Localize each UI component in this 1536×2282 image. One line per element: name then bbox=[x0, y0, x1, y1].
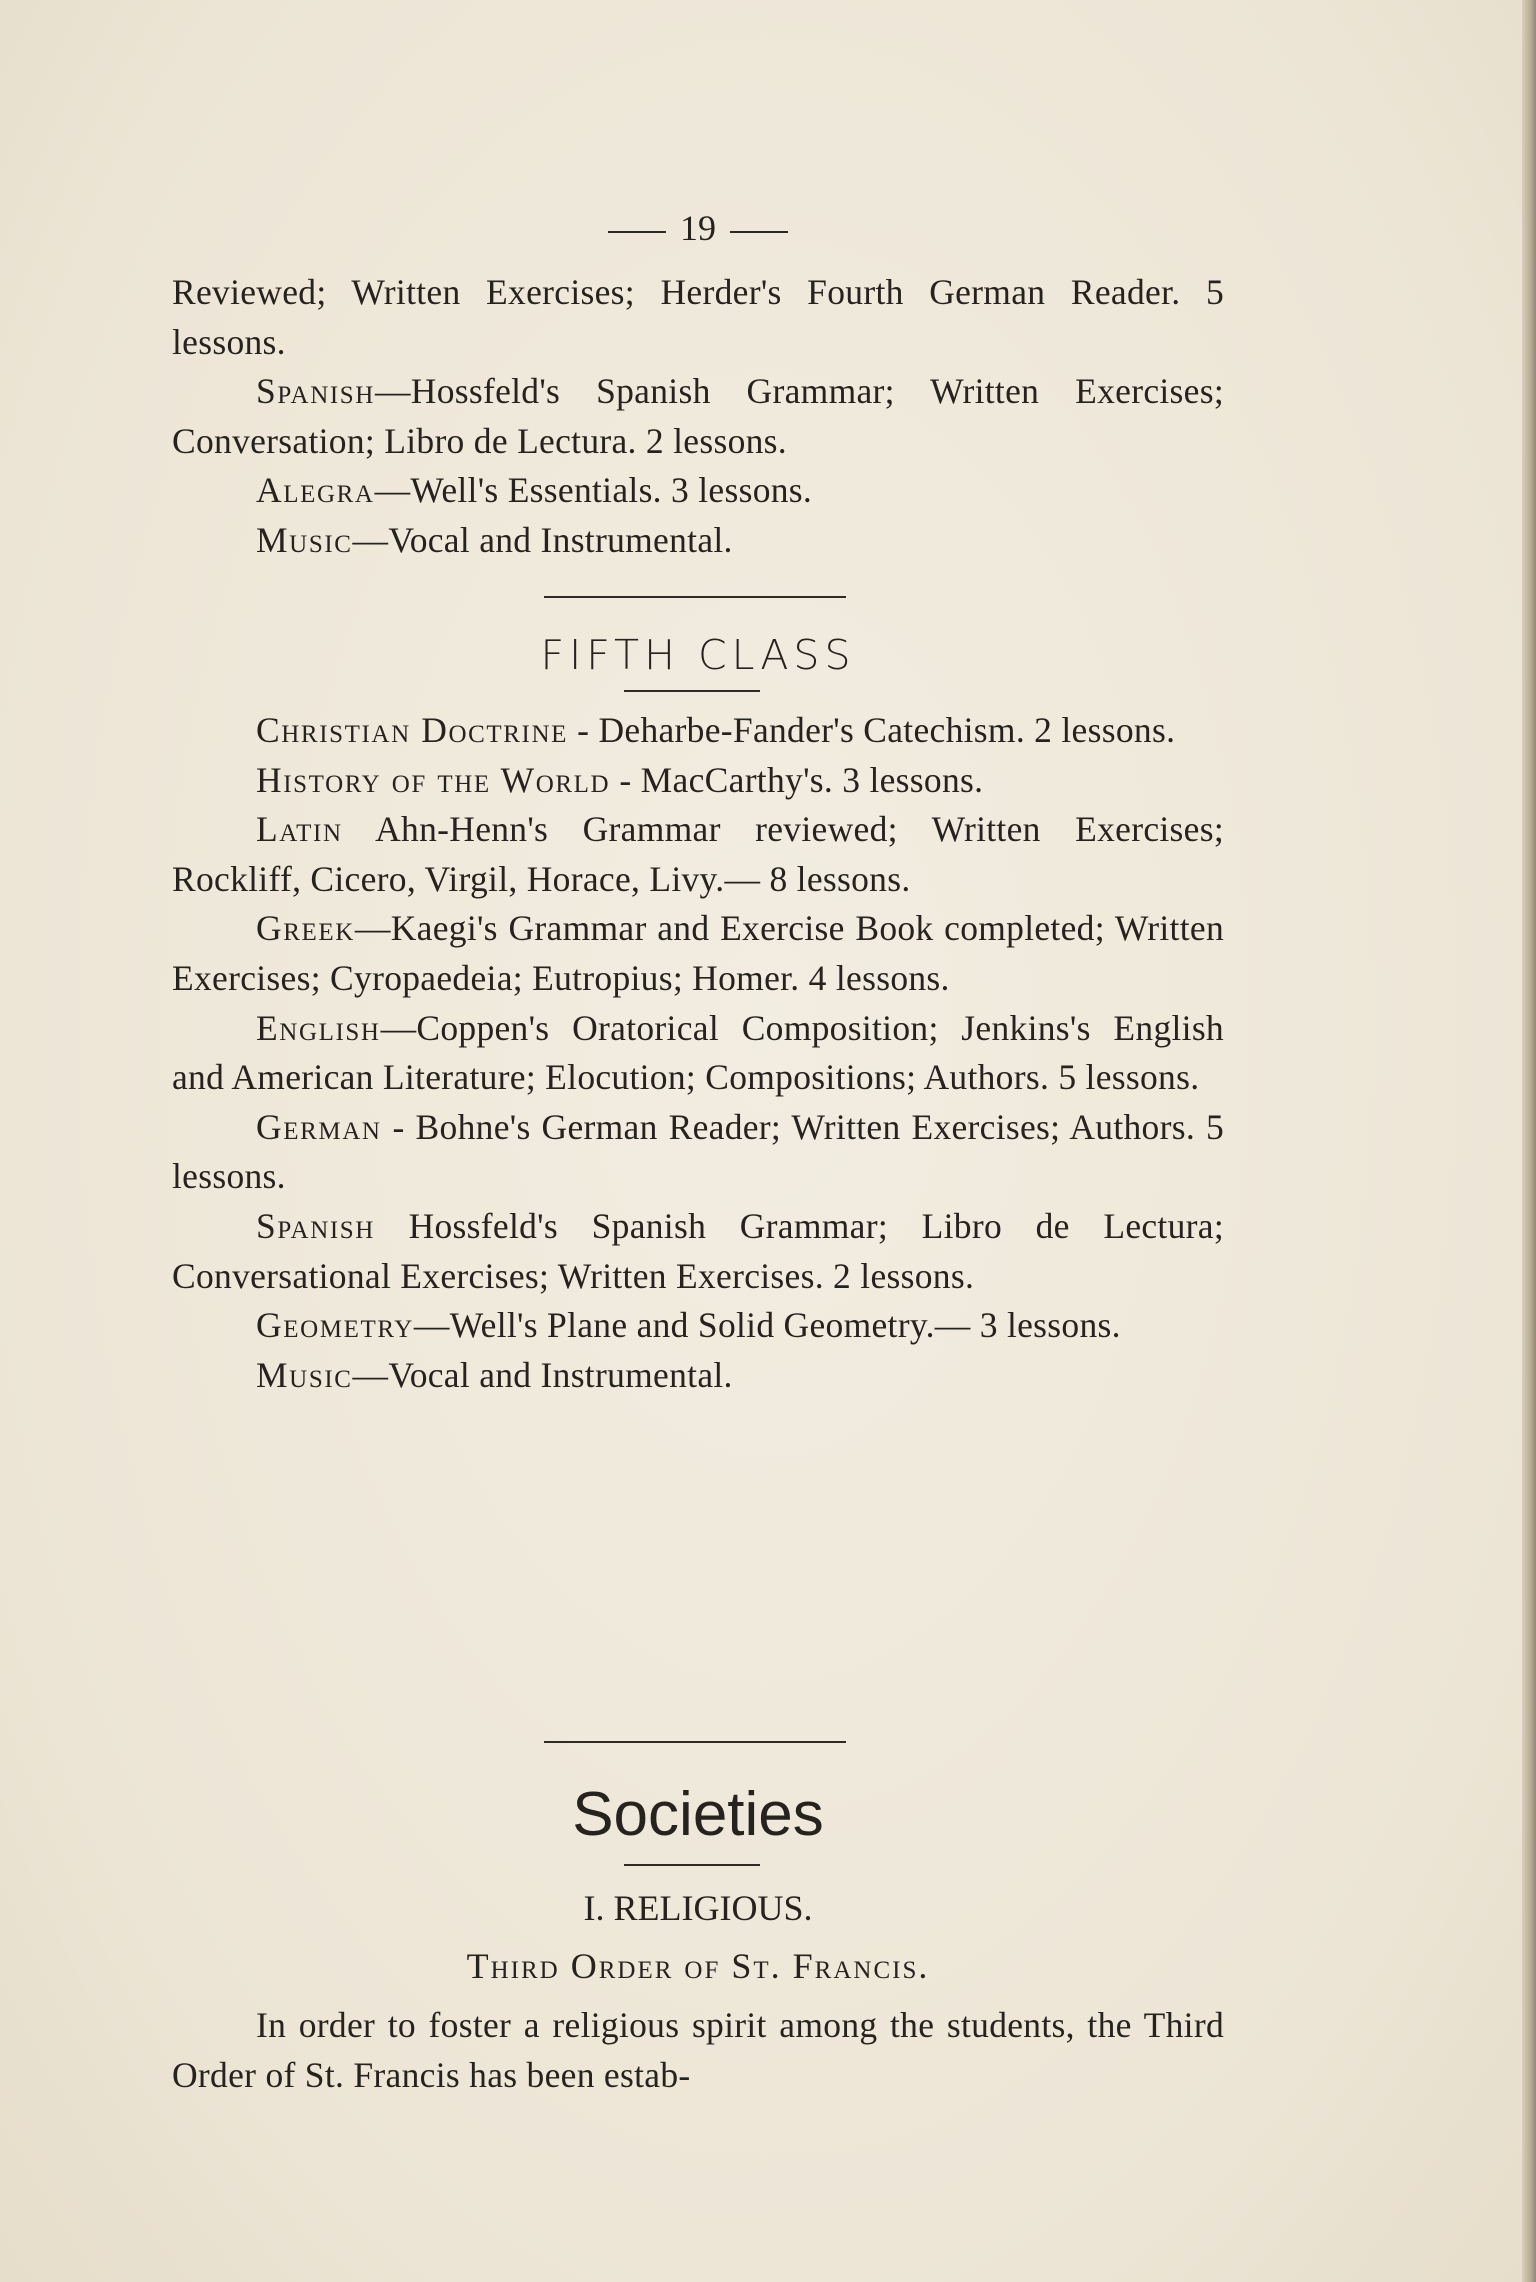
entry-label: Christian Doctrine bbox=[256, 710, 568, 750]
spanish-text: —Hossfeld's Spanish Grammar; Written Exercises; Conversation; Libro de Lectura. 2 lessons. bbox=[172, 371, 1224, 461]
societies-intro: In order to foster a religious spirit among the students, the Third Order of St. Francis has been estab- bbox=[172, 2005, 1224, 2095]
fifth-class-underline bbox=[624, 690, 760, 692]
page-number bbox=[172, 206, 1224, 250]
societies-underline bbox=[624, 1864, 760, 1866]
spanish-label: Spanish bbox=[256, 371, 375, 412]
fifth-class-heading: FIFTH CLASS bbox=[540, 631, 856, 679]
music-entry bbox=[172, 1351, 1224, 1401]
entry-label: German bbox=[256, 1106, 382, 1147]
entry-text: Ahn-Henn's Grammar reviewed; Written Exercises; Rockliff, Cicero, Virgil, Horace, Livy.— 8 lessons. bbox=[172, 809, 1224, 899]
geometry-entry bbox=[172, 1301, 1224, 1351]
greek-entry bbox=[172, 904, 1224, 1003]
entry-label: Music bbox=[256, 1354, 353, 1395]
music-entry bbox=[172, 516, 1224, 566]
fourth-class-continuation bbox=[172, 268, 1224, 566]
history-entry bbox=[172, 756, 1224, 806]
entry-label: English bbox=[256, 1007, 381, 1048]
entry-text: - Deharbe-Fander's Catechism. 2 lessons. bbox=[567, 710, 1176, 750]
spanish-entry bbox=[172, 367, 1224, 466]
entry-text: —Well's Plane and Solid Geometry.— 3 lessons. bbox=[413, 1305, 1121, 1346]
societies-intro-block bbox=[172, 2001, 1224, 2100]
algebra-entry bbox=[172, 466, 1224, 516]
religious-subheading: I. RELIGIOUS. bbox=[583, 1888, 813, 1928]
spanish-entry bbox=[172, 1202, 1224, 1301]
folio-dash-right bbox=[730, 231, 788, 233]
entry-label: Spanish bbox=[256, 1205, 375, 1246]
latin-entry bbox=[172, 805, 1224, 904]
folio-dash-left bbox=[608, 231, 666, 233]
third-order-title: Third Order of St. Francis. bbox=[466, 1946, 930, 1986]
societies-heading: Societies bbox=[572, 1780, 824, 1849]
entry-text: - Bohne's German Reader; Written Exercises; Authors. 5 lessons. bbox=[172, 1106, 1224, 1197]
entry-text: —Kaegi's Grammar and Exercise Book completed; Written Exercises; Cyropaedeia; Eutropius; Homer. 4 lessons. bbox=[172, 908, 1224, 998]
entry-text: —Coppen's Oratorical Composition; Jenkins's English and American Literature; Elocution; Compositions; Authors. 5 lessons. bbox=[172, 1007, 1224, 1098]
section-divider-1 bbox=[544, 596, 846, 598]
entry-text: Hossfeld's Spanish Grammar; Libro de Lectura; Conversational Exercises; Written Exercises. 2 lessons. bbox=[172, 1205, 1224, 1296]
entry-text: - MacCarthy's. 3 lessons. bbox=[610, 759, 984, 800]
music-text: —Vocal and Instrumental. bbox=[352, 519, 733, 560]
fifth-class-entries bbox=[172, 706, 1224, 1400]
algebra-text: —Well's Essentials. 3 lessons. bbox=[374, 470, 813, 511]
entry-label: History of the World bbox=[256, 759, 611, 800]
christian-doctrine-entry bbox=[172, 706, 1224, 756]
english-entry bbox=[172, 1004, 1224, 1103]
german-entry bbox=[172, 1103, 1224, 1202]
page-edge bbox=[1522, 0, 1536, 2282]
page-number-value: 19 bbox=[680, 208, 716, 248]
music-label: Music bbox=[256, 519, 353, 560]
entry-label: Geometry bbox=[256, 1305, 414, 1346]
entry-label: Latin bbox=[256, 809, 343, 850]
section-divider-2 bbox=[544, 1741, 846, 1743]
entry-text: —Vocal and Instrumental. bbox=[352, 1354, 733, 1395]
continuation-paragraph: Reviewed; Written Exercises; Herder's Fourth German Reader. 5 lessons. bbox=[172, 272, 1224, 362]
entry-label: Greek bbox=[256, 908, 355, 949]
algebra-label: Alegra bbox=[256, 470, 375, 511]
